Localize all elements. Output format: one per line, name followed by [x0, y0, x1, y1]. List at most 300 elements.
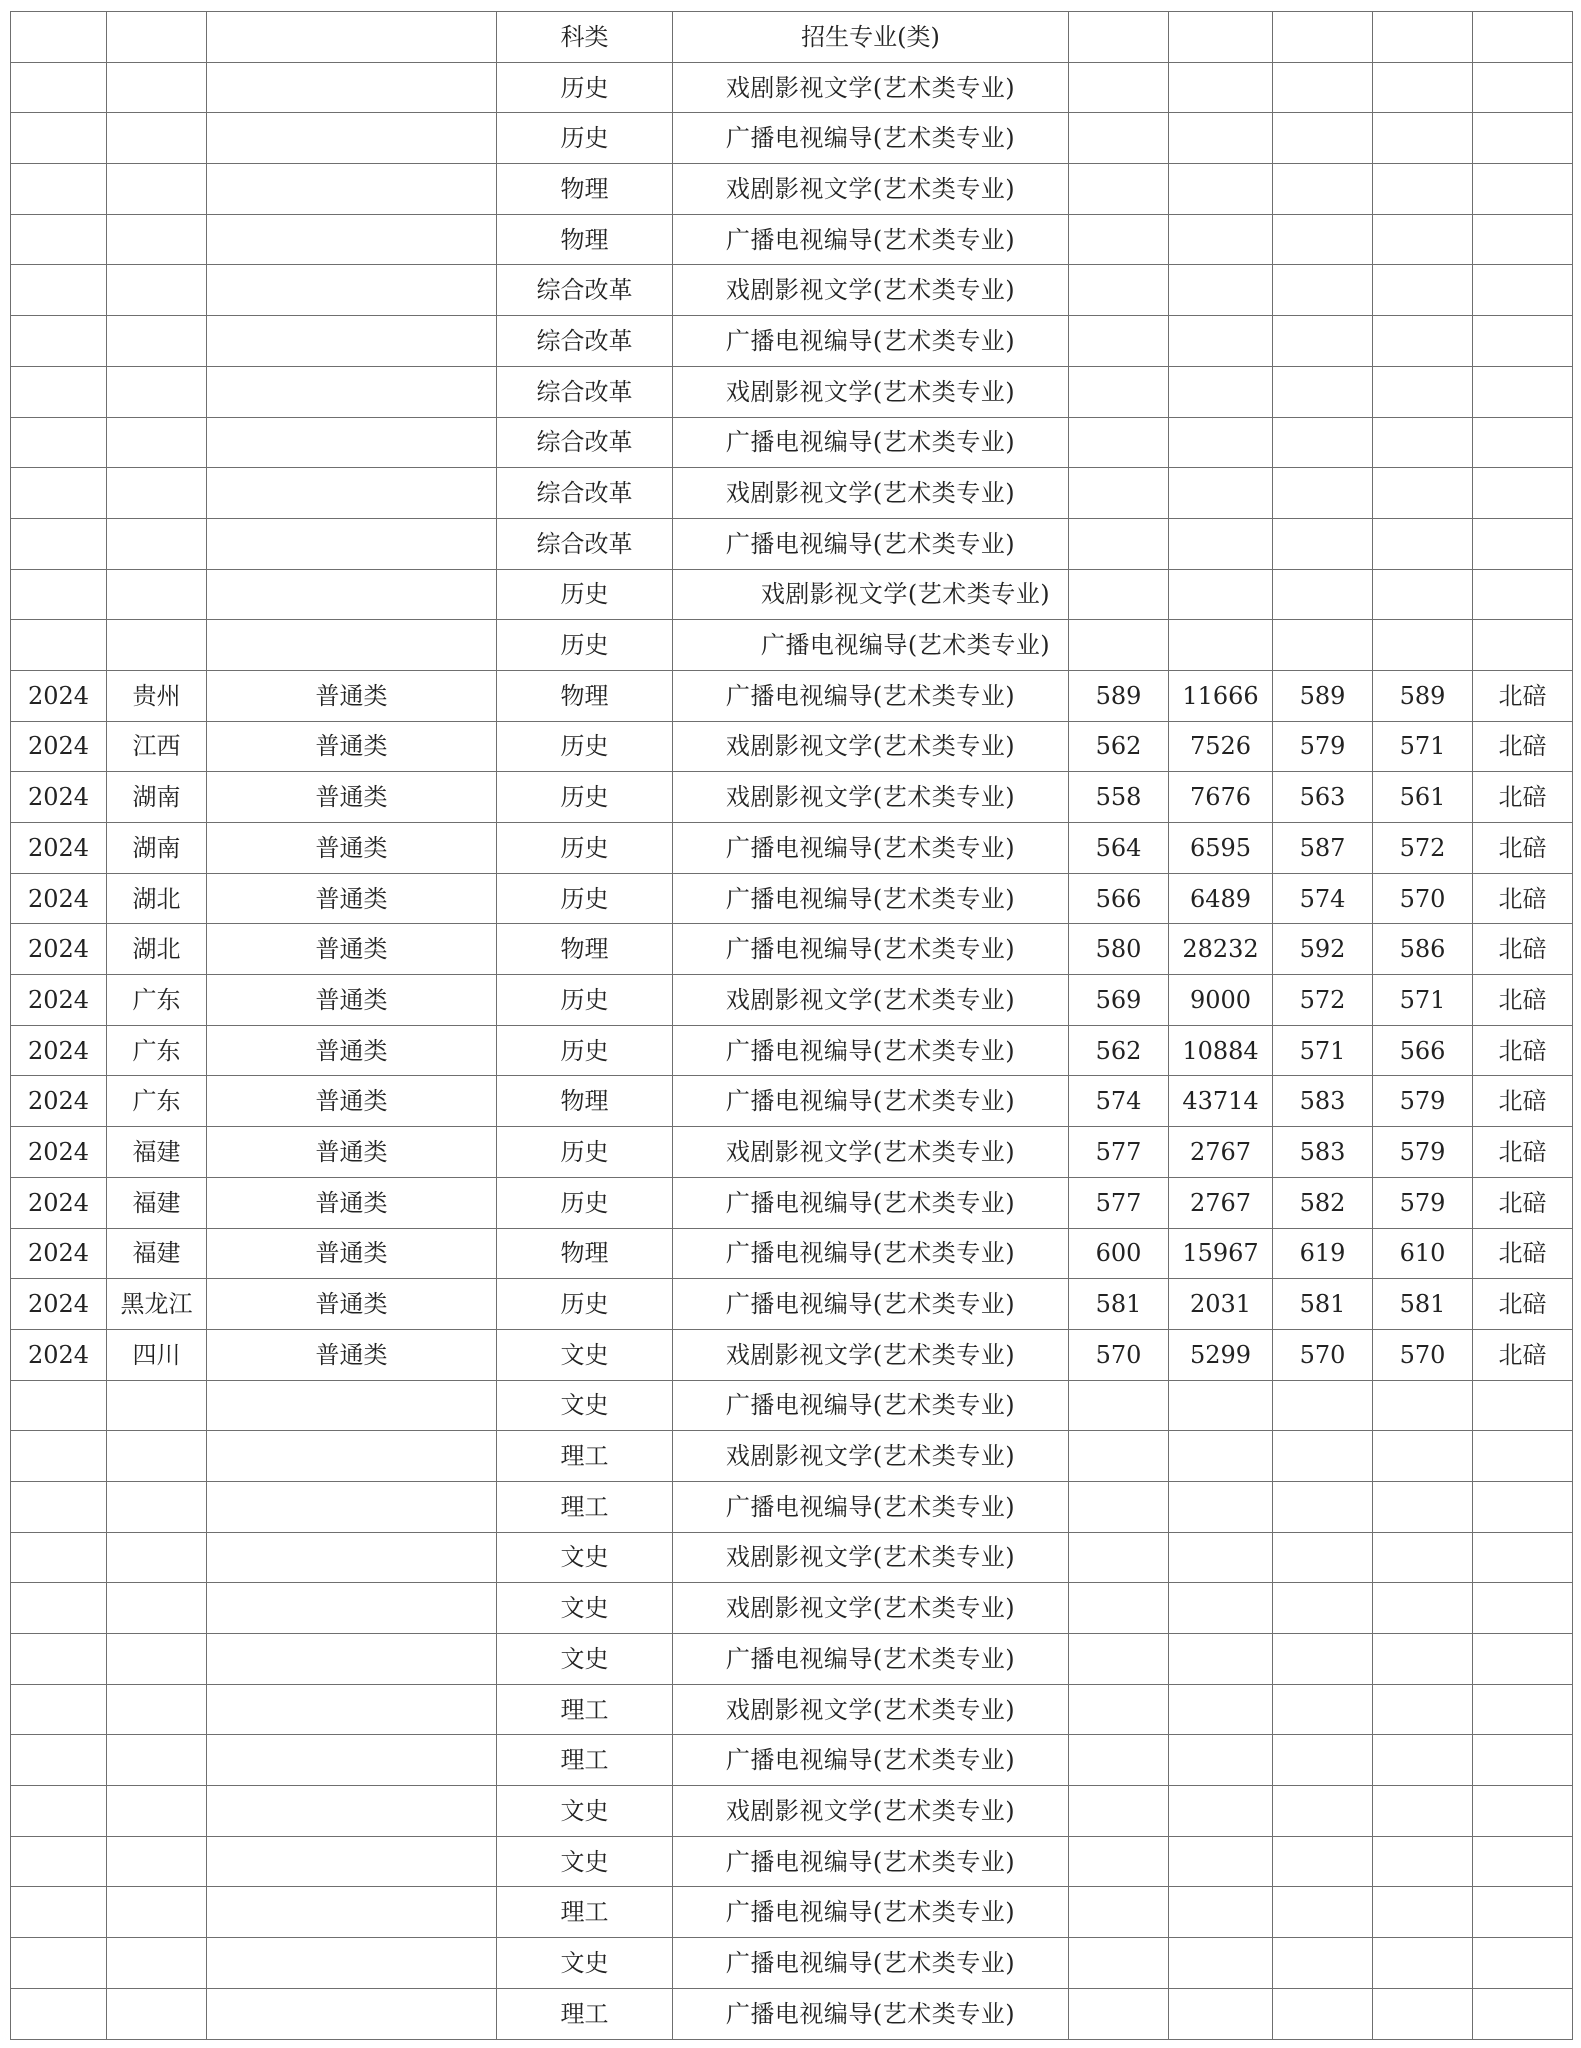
- max-score-cell: 587: [1273, 823, 1373, 874]
- min-score-cell: [1069, 62, 1169, 113]
- year-cell: [11, 1583, 107, 1634]
- table-row: [11, 1025, 1573, 1076]
- batch-type-cell: [207, 1431, 497, 1482]
- avg-score-cell: [1373, 164, 1473, 215]
- max-score-cell: [1273, 468, 1373, 519]
- province-cell: [107, 569, 207, 620]
- avg-score-cell: [1373, 1836, 1473, 1887]
- avg-score-cell: [1373, 1887, 1473, 1938]
- min-rank-cell: [1169, 518, 1273, 569]
- min-score-cell: 558: [1069, 772, 1169, 823]
- min-rank-cell: 7676: [1169, 772, 1273, 823]
- province-cell: 广东: [107, 1076, 207, 1127]
- header-cell: [11, 12, 107, 63]
- table-row: [11, 873, 1573, 924]
- header-cell: [1069, 12, 1169, 63]
- campus-cell: [1473, 1431, 1573, 1482]
- min-score-cell: [1069, 1431, 1169, 1482]
- min-score-cell: 589: [1069, 670, 1169, 721]
- min-rank-cell: [1169, 1532, 1273, 1583]
- min-rank-cell: [1169, 214, 1273, 265]
- major-cell: 广播电视编导(艺术类专业): [673, 620, 1069, 671]
- avg-score-cell: [1373, 1481, 1473, 1532]
- year-cell: 2024: [11, 721, 107, 772]
- province-cell: 福建: [107, 1127, 207, 1178]
- min-rank-cell: [1169, 1684, 1273, 1735]
- major-cell: 戏剧影视文学(艺术类专业): [673, 569, 1069, 620]
- avg-score-cell: [1373, 417, 1473, 468]
- table-row: [11, 265, 1573, 316]
- table-row: [11, 1938, 1573, 1989]
- province-cell: [107, 1583, 207, 1634]
- batch-type-cell: [207, 1938, 497, 1989]
- major-cell: 广播电视编导(艺术类专业): [673, 113, 1069, 164]
- year-cell: [11, 518, 107, 569]
- batch-type-cell: [207, 62, 497, 113]
- min-rank-cell: [1169, 1431, 1273, 1482]
- subject-category-cell: 历史: [497, 975, 673, 1026]
- batch-type-cell: 普通类: [207, 772, 497, 823]
- header-cell: [1473, 12, 1573, 63]
- major-cell: 戏剧影视文学(艺术类专业): [673, 1684, 1069, 1735]
- year-cell: [11, 1481, 107, 1532]
- province-cell: [107, 1887, 207, 1938]
- table-row: [11, 1836, 1573, 1887]
- min-score-cell: 562: [1069, 1025, 1169, 1076]
- avg-score-cell: 571: [1373, 721, 1473, 772]
- batch-type-cell: [207, 1988, 497, 2039]
- province-cell: 贵州: [107, 670, 207, 721]
- province-cell: 湖北: [107, 924, 207, 975]
- min-rank-cell: 43714: [1169, 1076, 1273, 1127]
- max-score-cell: [1273, 1887, 1373, 1938]
- min-rank-cell: 15967: [1169, 1228, 1273, 1279]
- min-score-cell: 580: [1069, 924, 1169, 975]
- campus-cell: [1473, 113, 1573, 164]
- table-row: [11, 518, 1573, 569]
- year-cell: [11, 1887, 107, 1938]
- avg-score-cell: 579: [1373, 1076, 1473, 1127]
- min-rank-cell: [1169, 1836, 1273, 1887]
- province-cell: [107, 1481, 207, 1532]
- min-rank-cell: [1169, 316, 1273, 367]
- campus-cell: [1473, 1735, 1573, 1786]
- avg-score-cell: [1373, 1988, 1473, 2039]
- table-row: [11, 1786, 1573, 1837]
- subject-category-cell: 历史: [497, 620, 673, 671]
- subject-category-cell: 理工: [497, 1887, 673, 1938]
- major-cell: 广播电视编导(艺术类专业): [673, 823, 1069, 874]
- year-cell: [11, 1836, 107, 1887]
- table-row: [11, 620, 1573, 671]
- min-score-cell: 574: [1069, 1076, 1169, 1127]
- min-rank-cell: 11666: [1169, 670, 1273, 721]
- avg-score-cell: [1373, 1583, 1473, 1634]
- campus-cell: [1473, 1634, 1573, 1685]
- major-cell: 广播电视编导(艺术类专业): [673, 1481, 1069, 1532]
- table-row: [11, 569, 1573, 620]
- year-cell: [11, 1431, 107, 1482]
- campus-cell: [1473, 1481, 1573, 1532]
- table-row: [11, 1431, 1573, 1482]
- major-cell: 戏剧影视文学(艺术类专业): [673, 772, 1069, 823]
- max-score-cell: [1273, 113, 1373, 164]
- table-row: [11, 1735, 1573, 1786]
- subject-category-cell: 物理: [497, 214, 673, 265]
- table-row: [11, 1481, 1573, 1532]
- subject-category-cell: 历史: [497, 823, 673, 874]
- table-row: [11, 1988, 1573, 2039]
- subject-category-cell: 综合改革: [497, 316, 673, 367]
- campus-cell: [1473, 1887, 1573, 1938]
- subject-category-cell: 综合改革: [497, 518, 673, 569]
- campus-cell: 北碚: [1473, 924, 1573, 975]
- year-cell: [11, 468, 107, 519]
- major-cell: 广播电视编导(艺术类专业): [673, 924, 1069, 975]
- province-cell: [107, 1532, 207, 1583]
- subject-category-cell: 综合改革: [497, 265, 673, 316]
- province-cell: [107, 1735, 207, 1786]
- document-page: [10, 11, 1572, 2040]
- major-cell: 戏剧影视文学(艺术类专业): [673, 1583, 1069, 1634]
- province-cell: [107, 1431, 207, 1482]
- major-cell: 广播电视编导(艺术类专业): [673, 1076, 1069, 1127]
- min-score-cell: [1069, 1988, 1169, 2039]
- min-score-cell: 581: [1069, 1279, 1169, 1330]
- subject-category-cell: 历史: [497, 62, 673, 113]
- batch-type-cell: [207, 1887, 497, 1938]
- year-cell: [11, 1938, 107, 1989]
- year-cell: [11, 1532, 107, 1583]
- min-score-cell: [1069, 1634, 1169, 1685]
- batch-type-cell: [207, 518, 497, 569]
- province-cell: [107, 164, 207, 215]
- table-row: [11, 1329, 1573, 1380]
- max-score-cell: 571: [1273, 1025, 1373, 1076]
- header-major: 招生专业(类): [673, 12, 1069, 63]
- min-score-cell: [1069, 1380, 1169, 1431]
- avg-score-cell: [1373, 366, 1473, 417]
- batch-type-cell: 普通类: [207, 1228, 497, 1279]
- table-body: [11, 12, 1573, 2040]
- campus-cell: 北碚: [1473, 1127, 1573, 1178]
- avg-score-cell: 571: [1373, 975, 1473, 1026]
- min-rank-cell: [1169, 1988, 1273, 2039]
- batch-type-cell: [207, 316, 497, 367]
- min-rank-cell: [1169, 569, 1273, 620]
- avg-score-cell: [1373, 1735, 1473, 1786]
- table-row: [11, 1532, 1573, 1583]
- province-cell: [107, 265, 207, 316]
- max-score-cell: [1273, 1836, 1373, 1887]
- min-rank-cell: 2767: [1169, 1127, 1273, 1178]
- year-cell: [11, 366, 107, 417]
- max-score-cell: [1273, 214, 1373, 265]
- subject-category-cell: 物理: [497, 924, 673, 975]
- subject-category-cell: 物理: [497, 1228, 673, 1279]
- batch-type-cell: [207, 1634, 497, 1685]
- province-cell: 湖南: [107, 823, 207, 874]
- table-row: [11, 1634, 1573, 1685]
- batch-type-cell: [207, 1684, 497, 1735]
- province-cell: [107, 1380, 207, 1431]
- subject-category-cell: 理工: [497, 1431, 673, 1482]
- province-cell: 广东: [107, 1025, 207, 1076]
- subject-category-cell: 物理: [497, 670, 673, 721]
- avg-score-cell: [1373, 518, 1473, 569]
- subject-category-cell: 历史: [497, 1279, 673, 1330]
- major-cell: 戏剧影视文学(艺术类专业): [673, 265, 1069, 316]
- major-cell: 戏剧影视文学(艺术类专业): [673, 366, 1069, 417]
- campus-cell: 北碚: [1473, 1279, 1573, 1330]
- province-cell: 湖南: [107, 772, 207, 823]
- batch-type-cell: 普通类: [207, 1025, 497, 1076]
- avg-score-cell: [1373, 1786, 1473, 1837]
- avg-score-cell: 572: [1373, 823, 1473, 874]
- max-score-cell: 589: [1273, 670, 1373, 721]
- min-rank-cell: 10884: [1169, 1025, 1273, 1076]
- max-score-cell: [1273, 1481, 1373, 1532]
- max-score-cell: 582: [1273, 1177, 1373, 1228]
- max-score-cell: [1273, 1532, 1373, 1583]
- min-rank-cell: 6489: [1169, 873, 1273, 924]
- min-rank-cell: [1169, 1938, 1273, 1989]
- table-row: [11, 62, 1573, 113]
- campus-cell: [1473, 518, 1573, 569]
- major-cell: 戏剧影视文学(艺术类专业): [673, 721, 1069, 772]
- min-score-cell: [1069, 214, 1169, 265]
- avg-score-cell: 570: [1373, 873, 1473, 924]
- table-row: [11, 1887, 1573, 1938]
- subject-category-cell: 历史: [497, 113, 673, 164]
- subject-category-cell: 文史: [497, 1532, 673, 1583]
- avg-score-cell: [1373, 620, 1473, 671]
- year-cell: 2024: [11, 1228, 107, 1279]
- year-cell: 2024: [11, 1329, 107, 1380]
- campus-cell: [1473, 366, 1573, 417]
- max-score-cell: [1273, 1684, 1373, 1735]
- table-row: [11, 1684, 1573, 1735]
- min-rank-cell: [1169, 417, 1273, 468]
- major-cell: 广播电视编导(艺术类专业): [673, 417, 1069, 468]
- batch-type-cell: [207, 1836, 497, 1887]
- year-cell: [11, 214, 107, 265]
- min-rank-cell: [1169, 1887, 1273, 1938]
- avg-score-cell: [1373, 1634, 1473, 1685]
- province-cell: 福建: [107, 1177, 207, 1228]
- table-row: [11, 1380, 1573, 1431]
- subject-category-cell: 历史: [497, 569, 673, 620]
- max-score-cell: [1273, 518, 1373, 569]
- avg-score-cell: 561: [1373, 772, 1473, 823]
- batch-type-cell: [207, 1380, 497, 1431]
- campus-cell: [1473, 265, 1573, 316]
- major-cell: 戏剧影视文学(艺术类专业): [673, 1127, 1069, 1178]
- max-score-cell: [1273, 569, 1373, 620]
- batch-type-cell: [207, 1583, 497, 1634]
- campus-cell: [1473, 1532, 1573, 1583]
- year-cell: 2024: [11, 1025, 107, 1076]
- subject-category-cell: 文史: [497, 1634, 673, 1685]
- max-score-cell: [1273, 1634, 1373, 1685]
- table-row: [11, 316, 1573, 367]
- admission-score-table: [10, 11, 1573, 2040]
- batch-type-cell: 普通类: [207, 1127, 497, 1178]
- campus-cell: 北碚: [1473, 1228, 1573, 1279]
- year-cell: [11, 620, 107, 671]
- max-score-cell: 570: [1273, 1329, 1373, 1380]
- campus-cell: 北碚: [1473, 721, 1573, 772]
- min-rank-cell: [1169, 1634, 1273, 1685]
- min-rank-cell: 7526: [1169, 721, 1273, 772]
- major-cell: 广播电视编导(艺术类专业): [673, 873, 1069, 924]
- year-cell: [11, 1684, 107, 1735]
- min-score-cell: [1069, 1786, 1169, 1837]
- province-cell: 四川: [107, 1329, 207, 1380]
- min-score-cell: [1069, 1532, 1169, 1583]
- year-cell: [11, 569, 107, 620]
- min-rank-cell: [1169, 1481, 1273, 1532]
- avg-score-cell: [1373, 62, 1473, 113]
- avg-score-cell: [1373, 316, 1473, 367]
- subject-category-cell: 历史: [497, 873, 673, 924]
- province-cell: [107, 1988, 207, 2039]
- max-score-cell: [1273, 620, 1373, 671]
- campus-cell: [1473, 164, 1573, 215]
- major-cell: 广播电视编导(艺术类专业): [673, 214, 1069, 265]
- batch-type-cell: [207, 569, 497, 620]
- min-score-cell: [1069, 518, 1169, 569]
- province-cell: 江西: [107, 721, 207, 772]
- min-rank-cell: [1169, 1583, 1273, 1634]
- min-score-cell: [1069, 569, 1169, 620]
- subject-category-cell: 历史: [497, 1177, 673, 1228]
- year-cell: 2024: [11, 670, 107, 721]
- batch-type-cell: 普通类: [207, 873, 497, 924]
- avg-score-cell: [1373, 569, 1473, 620]
- province-cell: 福建: [107, 1228, 207, 1279]
- batch-type-cell: 普通类: [207, 1076, 497, 1127]
- table-row: [11, 366, 1573, 417]
- table-row: [11, 670, 1573, 721]
- major-cell: 广播电视编导(艺术类专业): [673, 670, 1069, 721]
- province-cell: [107, 417, 207, 468]
- min-score-cell: [1069, 620, 1169, 671]
- min-rank-cell: 28232: [1169, 924, 1273, 975]
- table-row: [11, 1279, 1573, 1330]
- campus-cell: [1473, 1938, 1573, 1989]
- batch-type-cell: 普通类: [207, 1279, 497, 1330]
- province-cell: [107, 468, 207, 519]
- table-row: [11, 1177, 1573, 1228]
- year-cell: [11, 164, 107, 215]
- major-cell: 广播电视编导(艺术类专业): [673, 1228, 1069, 1279]
- province-cell: [107, 1634, 207, 1685]
- min-score-cell: [1069, 1887, 1169, 1938]
- year-cell: 2024: [11, 924, 107, 975]
- subject-category-cell: 综合改革: [497, 366, 673, 417]
- campus-cell: [1473, 1836, 1573, 1887]
- batch-type-cell: [207, 164, 497, 215]
- min-score-cell: [1069, 1684, 1169, 1735]
- batch-type-cell: [207, 214, 497, 265]
- min-rank-cell: [1169, 468, 1273, 519]
- table-row: [11, 164, 1573, 215]
- province-cell: [107, 366, 207, 417]
- avg-score-cell: [1373, 113, 1473, 164]
- major-cell: 戏剧影视文学(艺术类专业): [673, 975, 1069, 1026]
- major-cell: 戏剧影视文学(艺术类专业): [673, 1532, 1069, 1583]
- subject-category-cell: 综合改革: [497, 468, 673, 519]
- header-cell: [1169, 12, 1273, 63]
- avg-score-cell: [1373, 1532, 1473, 1583]
- header-row: [11, 12, 1573, 63]
- min-score-cell: [1069, 1481, 1169, 1532]
- campus-cell: [1473, 1988, 1573, 2039]
- min-score-cell: [1069, 366, 1169, 417]
- year-cell: 2024: [11, 1177, 107, 1228]
- max-score-cell: 583: [1273, 1127, 1373, 1178]
- major-cell: 广播电视编导(艺术类专业): [673, 1025, 1069, 1076]
- campus-cell: 北碚: [1473, 823, 1573, 874]
- major-cell: 戏剧影视文学(艺术类专业): [673, 1329, 1069, 1380]
- batch-type-cell: [207, 468, 497, 519]
- subject-category-cell: 历史: [497, 721, 673, 772]
- campus-cell: 北碚: [1473, 1329, 1573, 1380]
- major-cell: 戏剧影视文学(艺术类专业): [673, 468, 1069, 519]
- year-cell: [11, 1988, 107, 2039]
- avg-score-cell: [1373, 1684, 1473, 1735]
- max-score-cell: [1273, 1431, 1373, 1482]
- avg-score-cell: 570: [1373, 1329, 1473, 1380]
- subject-category-cell: 文史: [497, 1938, 673, 1989]
- batch-type-cell: 普通类: [207, 1329, 497, 1380]
- batch-type-cell: [207, 366, 497, 417]
- table-row: [11, 823, 1573, 874]
- province-cell: [107, 316, 207, 367]
- max-score-cell: [1273, 417, 1373, 468]
- subject-category-cell: 理工: [497, 1735, 673, 1786]
- subject-category-cell: 文史: [497, 1836, 673, 1887]
- batch-type-cell: [207, 620, 497, 671]
- min-score-cell: [1069, 417, 1169, 468]
- max-score-cell: [1273, 1786, 1373, 1837]
- major-cell: 广播电视编导(艺术类专业): [673, 518, 1069, 569]
- major-cell: 戏剧影视文学(艺术类专业): [673, 164, 1069, 215]
- min-rank-cell: 2031: [1169, 1279, 1273, 1330]
- subject-category-cell: 理工: [497, 1988, 673, 2039]
- campus-cell: [1473, 214, 1573, 265]
- batch-type-cell: 普通类: [207, 924, 497, 975]
- max-score-cell: [1273, 316, 1373, 367]
- header-cell: [1373, 12, 1473, 63]
- avg-score-cell: [1373, 265, 1473, 316]
- min-score-cell: 570: [1069, 1329, 1169, 1380]
- header-cell: [107, 12, 207, 63]
- subject-category-cell: 物理: [497, 1076, 673, 1127]
- year-cell: 2024: [11, 1279, 107, 1330]
- major-cell: 广播电视编导(艺术类专业): [673, 1279, 1069, 1330]
- max-score-cell: [1273, 265, 1373, 316]
- min-score-cell: 577: [1069, 1177, 1169, 1228]
- campus-cell: [1473, 316, 1573, 367]
- table-row: [11, 214, 1573, 265]
- campus-cell: 北碚: [1473, 670, 1573, 721]
- subject-category-cell: 历史: [497, 1025, 673, 1076]
- min-rank-cell: 6595: [1169, 823, 1273, 874]
- max-score-cell: 572: [1273, 975, 1373, 1026]
- campus-cell: [1473, 1786, 1573, 1837]
